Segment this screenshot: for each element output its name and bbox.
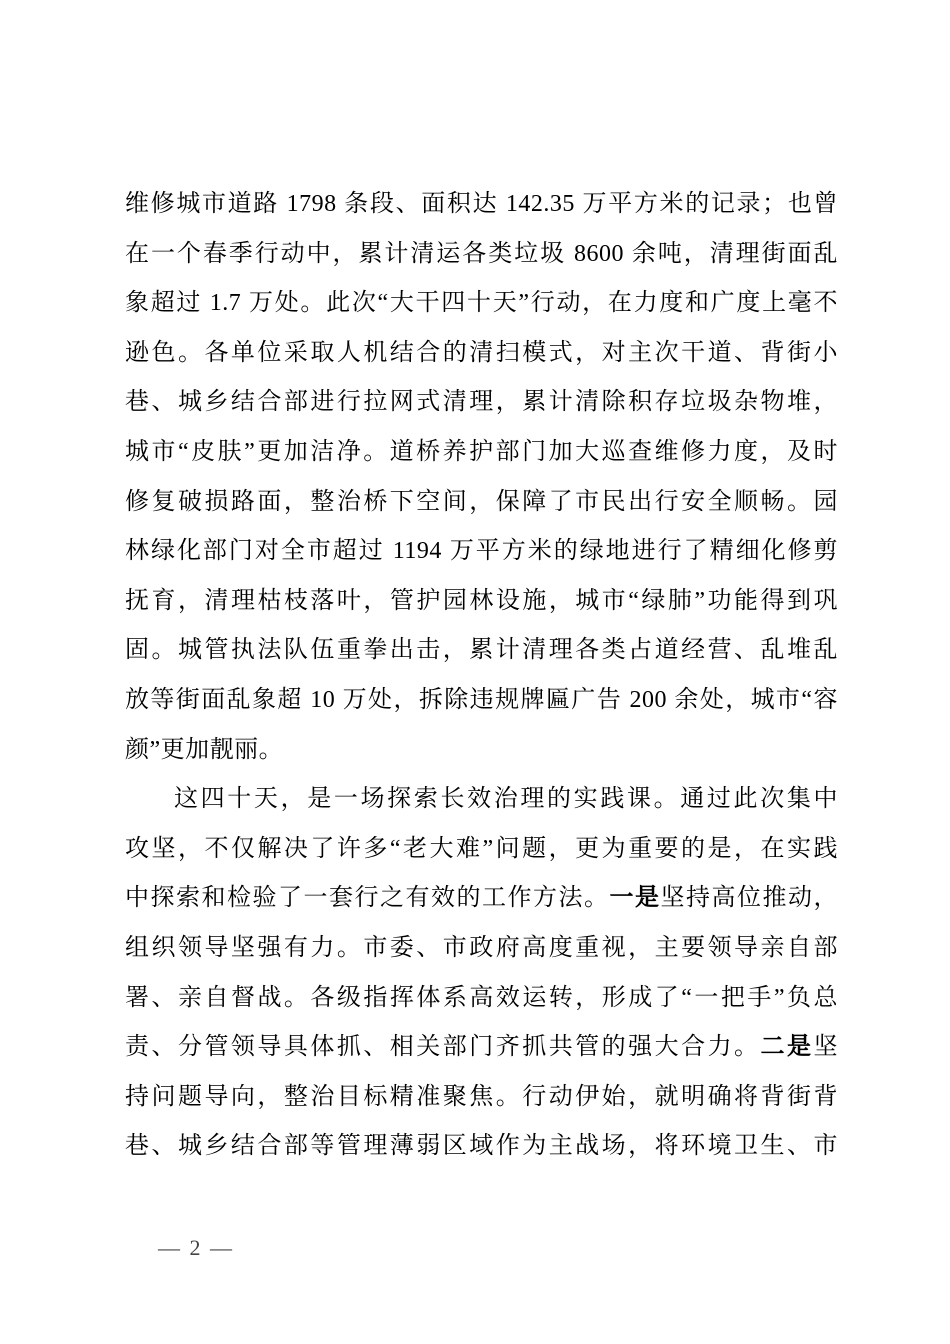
text-run: 巷、城乡结合部进行拉网式清理，累计清除积存垃圾杂物堆， <box>125 389 838 416</box>
text-run: 在一个春季行动中，累计清运各类垃圾 8600 余吨，清理街面乱 <box>125 240 838 267</box>
bold-run: 一是 <box>609 885 661 912</box>
text-line <box>125 974 838 1024</box>
text-run: 放等街面乱象超 10 万处，拆除违规牌匾广告 200 余处，城市“容 <box>125 686 838 713</box>
text-line <box>125 874 838 924</box>
text-run: 中探索和检验了一套行之有效的工作方法。 <box>125 885 610 912</box>
text-run: 责、分管领导具体抓、相关部门齐抓共管的强大合力。 <box>125 1034 761 1061</box>
text-run: 这四十天，是一场探索长效治理的实践课。通过此次集中 <box>174 786 838 813</box>
text-line <box>125 825 838 875</box>
text-line <box>125 1023 838 1073</box>
text-run: 固。城管执法队伍重拳出击，累计清理各类占道经营、乱堆乱 <box>125 637 838 664</box>
text-line <box>125 1073 838 1123</box>
text-run: 抚育，清理枯枝落叶，管护园林设施，城市“绿肺”功能得到巩 <box>125 587 838 614</box>
text-line <box>125 230 838 280</box>
text-run: 象超过 1.7 万处。此次“大干四十天”行动，在力度和广度上毫不 <box>125 290 838 317</box>
text-line <box>125 726 838 776</box>
text-run: 林绿化部门对全市超过 1194 万平方米的绿地进行了精细化修剪 <box>125 538 838 565</box>
page-number: — 2 — <box>158 1235 234 1260</box>
text-run: 维修城市道路 1798 条段、面积达 142.35 万平方米的记录；也曾 <box>125 191 838 217</box>
text-run: 组织领导坚强有力。市委、市政府高度重视，主要领导亲自部 <box>125 934 838 961</box>
text-run: 坚持高位推动， <box>660 885 838 912</box>
bold-run: 二是 <box>760 1034 814 1061</box>
text-line <box>125 378 838 428</box>
text-line <box>125 428 838 478</box>
text-line <box>125 279 838 329</box>
text-line <box>125 577 838 627</box>
text-run: 修复破损路面，整治桥下空间，保障了市民出行安全顺畅。园 <box>125 488 838 515</box>
text-line <box>125 478 838 528</box>
text-line <box>125 1122 838 1172</box>
text-line <box>125 626 838 676</box>
page-body-text <box>125 180 838 1172</box>
text-run: 持问题导向，整治目标精准聚焦。行动伊始，就明确将背街背 <box>125 1083 838 1110</box>
text-run: 逊色。各单位采取人机结合的清扫模式，对主次干道、背街小 <box>125 339 838 366</box>
text-line <box>125 924 838 974</box>
text-line <box>125 329 838 379</box>
text-run: 颜”更加靓丽。 <box>125 736 284 763</box>
text-line <box>125 527 838 577</box>
text-run: 城市“皮肤”更加洁净。道桥养护部门加大巡查维修力度，及时 <box>125 438 838 465</box>
text-run: 署、亲自督战。各级指挥体系高效运转，形成了“一把手”负总 <box>125 984 838 1011</box>
text-line <box>125 775 838 825</box>
text-run: 攻坚，不仅解决了许多“老大难”问题，更为重要的是，在实践 <box>125 835 838 862</box>
text-run: 巷、城乡结合部等管理薄弱区域作为主战场，将环境卫生、市 <box>125 1133 838 1160</box>
text-run: 坚 <box>813 1034 839 1061</box>
text-line <box>125 180 838 230</box>
text-line <box>125 676 838 726</box>
